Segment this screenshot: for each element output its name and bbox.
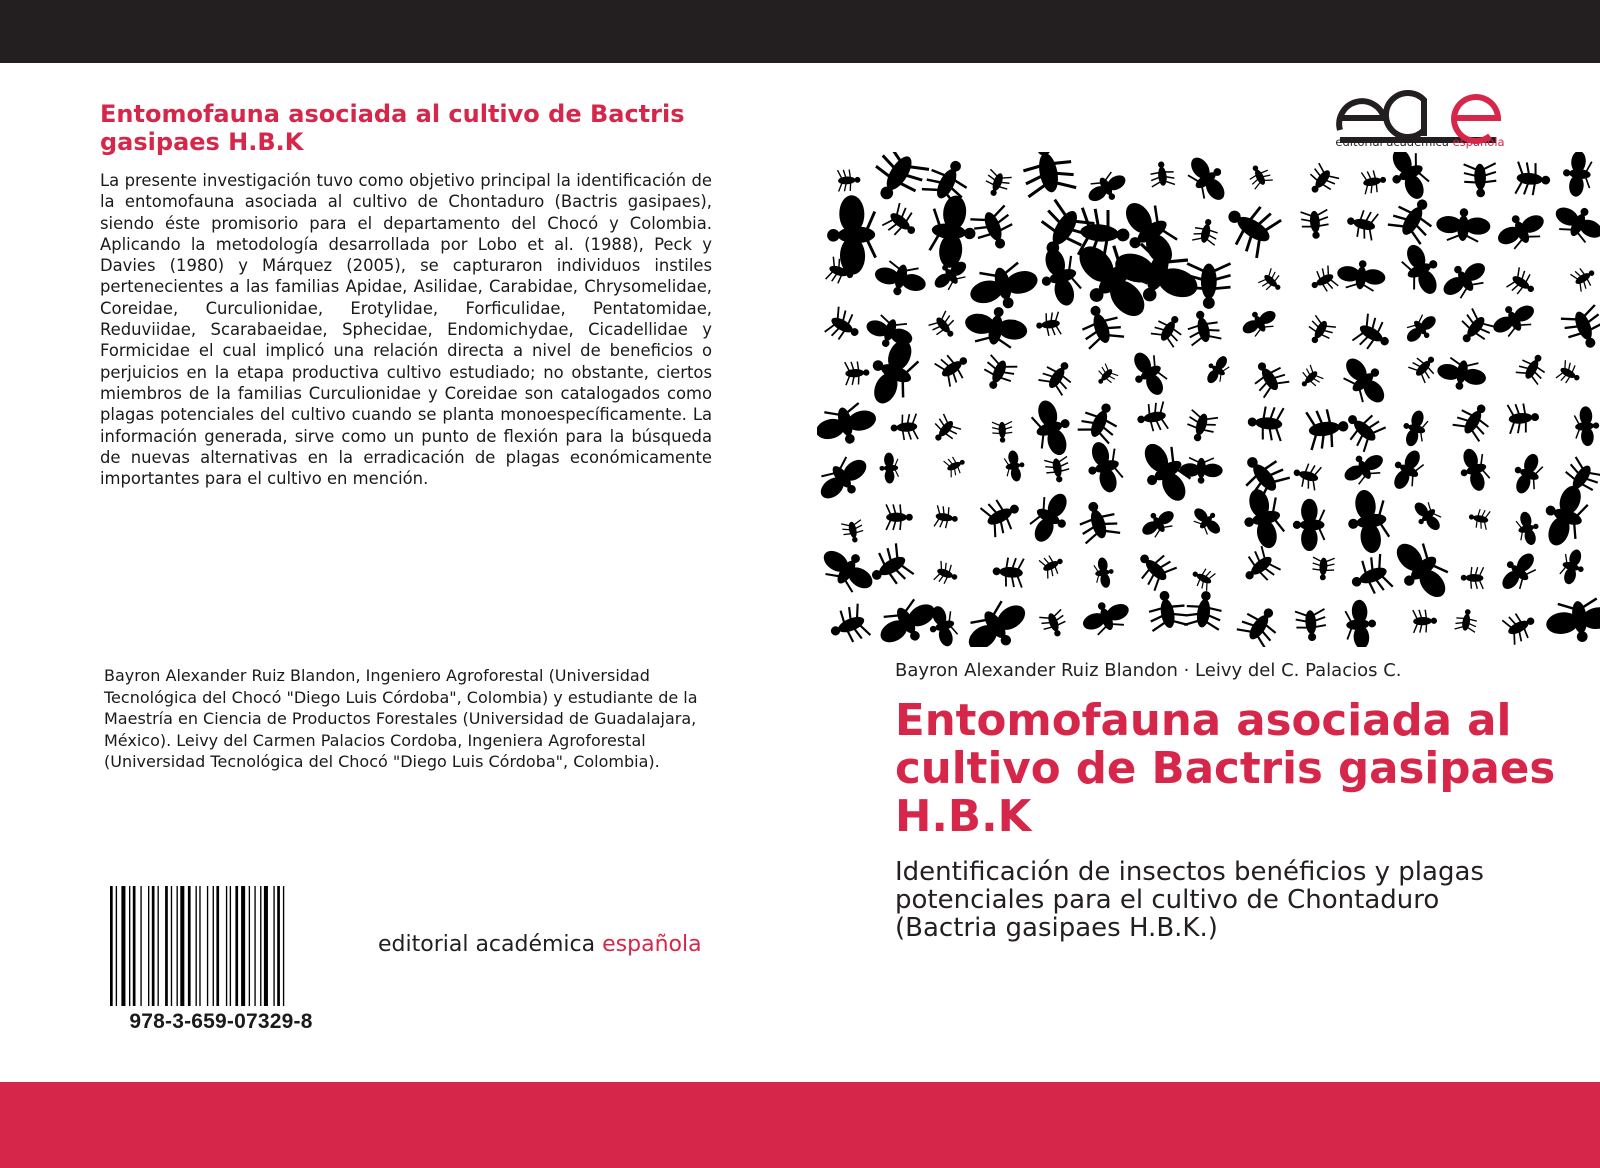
logo-wordmark [1330,135,1510,149]
logo-name: editorial académica [1335,135,1453,149]
back-cover-blurb: La presente investigación tuvo como objetivo principal la identificación de la entomofauna asociada al cultivo de Chontaduro (Bactris gasipaes), siendo éste promisorio para el departamento del Chocó y Colombia. Aplicando la metodología desarrollada por Lobo et al. (1988), Peck y Davies (1980) y Márquez (2005), se capturaron individuos instiles pertenecientes a las familias Apidae, Asilidae, Carabidae, Chrysomelidae, Coreidae, Curculionidae, Erotylidae, Forficulidae, Pentatomidae, Reduviidae, Scarabaeidae, Sphecidae, Endomichydae, Cicadellidae y Formicidae el cual implicó una relación directa a nivel de beneficios o perjuicios en la etapa productiva cultivo estudiado; no obstante, ciertos miembros de la familias Curculionidae y Coreidae son catalogados como plagas potenciales del cultivo cuando se planta monoespecíficamente. La información generada, sirve como un punto de flexión para la búsqueda de nuevas alternativas en la erradicación de plagas económicamente importantes para el cultivo en mención. [100,171,712,489]
publisher-wordmark [378,932,702,957]
front-cover-authors: Bayron Alexander Ruiz Blandon · Leivy del C. Palacios C. [895,660,1402,681]
back-cover-title: Entomofauna asociada al cultivo de Bactris gasipaes H.B.K [100,100,685,156]
logo-name-accent: española [1452,135,1505,149]
author-biography: Bayron Alexander Ruiz Blandon, Ingeniero Agroforestal (Universidad Tecnológica del Chocó "Diego Luis Córdoba", Colombia) y estudiante de la Maestría en Ciencia de Productos Forestales (Universidad de Guadalajara, México). Leivy del Carmen Palacios Cordoba, Ingeniera Agroforestal (Universidad Tecnológica del Chocó "Diego Luis Córdoba", Colombia). [104,666,698,771]
front-cover-title: Entomofauna asociada al cultivo de Bactris gasipaes H.B.K [895,696,1556,842]
isbn-number: 978-3-659-07329-8 [129,1010,313,1033]
top-band [0,0,1600,63]
bottom-band [0,1082,1600,1168]
publisher-name-accent: española [602,932,702,957]
isbn-barcode [110,886,332,1006]
publisher-name: editorial académica [378,932,603,957]
insect-silhouettes-illustration [817,152,1600,647]
front-cover-subtitle: Identificación de insectos benéficios y plagas potenciales para el cultivo de Chontaduro (Bactria gasipaes H.B.K.) [895,857,1484,943]
